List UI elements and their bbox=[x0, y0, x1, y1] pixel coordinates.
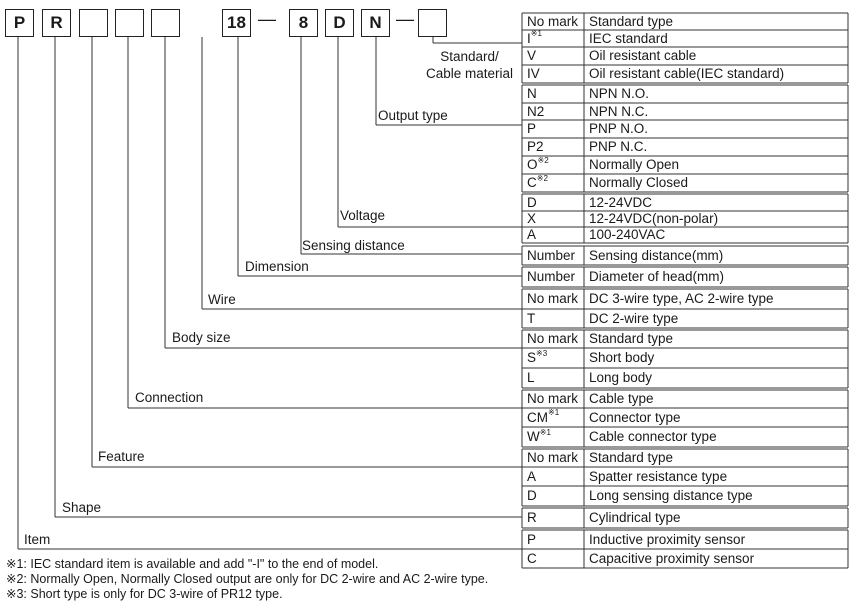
code-cell-body-3 bbox=[527, 370, 535, 386]
code-text: O bbox=[527, 157, 538, 172]
desc-cell-body-1: Standard type bbox=[589, 331, 674, 346]
desc-cell-output-1: NPN N.O. bbox=[589, 86, 650, 101]
code-cell-connection-2 bbox=[527, 410, 559, 426]
footnote-mark: ※2 bbox=[537, 155, 549, 165]
code-dash-1: — bbox=[258, 9, 276, 29]
code-text: Number bbox=[527, 269, 576, 284]
code-cell-connection-1 bbox=[527, 391, 578, 407]
code-text: N bbox=[527, 86, 537, 101]
desc-cell-dimension-1: Diameter of head(mm) bbox=[589, 269, 725, 284]
code-cell-item-2 bbox=[527, 551, 537, 567]
desc-cell-standard-4: Oil resistant cable(IEC standard) bbox=[589, 66, 785, 81]
code-text: A bbox=[527, 227, 537, 242]
desc-cell-voltage-3: 100-240VAC bbox=[589, 227, 666, 242]
code-box-4 bbox=[115, 9, 144, 37]
desc-cell-wire-1: DC 3-wire type, AC 2-wire type bbox=[589, 291, 774, 306]
desc-cell-standard-3: Oil resistant cable bbox=[589, 48, 697, 63]
code-box-10 bbox=[418, 9, 447, 37]
footnote-2: ※2: Normally Open, Normally Closed output are only for DC 2-wire and AC 2-wire type. bbox=[6, 572, 489, 586]
desc-cell-body-2: Short body bbox=[589, 350, 655, 365]
desc-cell-connection-3: Cable connector type bbox=[589, 429, 717, 444]
code-text: P2 bbox=[527, 139, 544, 154]
code-text: S bbox=[527, 350, 537, 365]
code-cell-standard-2 bbox=[527, 31, 542, 47]
code-text: No mark bbox=[527, 291, 579, 306]
footnote-mark: ※2 bbox=[536, 173, 548, 183]
code-cell-voltage-2 bbox=[527, 211, 536, 227]
code-text: R bbox=[527, 510, 537, 525]
desc-cell-output-4: PNP N.C. bbox=[589, 139, 648, 154]
code-text: V bbox=[527, 48, 537, 63]
code-cell-output-6 bbox=[527, 175, 548, 191]
desc-cell-voltage-2: 12-24VDC(non-polar) bbox=[589, 211, 719, 226]
code-box-3 bbox=[79, 9, 108, 37]
code-cell-feature-3 bbox=[527, 488, 537, 504]
footnote-mark: ※3 bbox=[536, 348, 548, 358]
code-text: CM bbox=[527, 409, 548, 425]
desc-cell-output-2: NPN N.C. bbox=[589, 103, 649, 119]
code-cell-output-5 bbox=[527, 157, 549, 173]
code-cell-output-1 bbox=[527, 86, 537, 102]
desc-cell-connection-2: Connector type bbox=[589, 409, 681, 425]
desc-cell-output-3: PNP N.O. bbox=[589, 121, 649, 136]
code-cell-dimension-1 bbox=[527, 269, 575, 285]
code-cell-output-4 bbox=[527, 139, 544, 155]
code-cell-connection-3 bbox=[527, 429, 551, 445]
desc-cell-feature-3: Long sensing distance type bbox=[589, 488, 753, 503]
code-text: X bbox=[527, 211, 537, 226]
code-box-8: D bbox=[325, 9, 354, 37]
code-box-2: R bbox=[42, 9, 71, 37]
code-text: A bbox=[527, 468, 537, 484]
desc-cell-body-3: Long body bbox=[589, 370, 653, 385]
group-label-sensing: Sensing distance bbox=[302, 238, 405, 253]
code-box-9: N bbox=[361, 9, 390, 37]
desc-cell-item-1: Inductive proximity sensor bbox=[589, 531, 746, 547]
desc-cell-feature-2: Spatter resistance type bbox=[589, 468, 728, 484]
desc-cell-connection-1: Cable type bbox=[589, 391, 654, 406]
footnote-mark: ※1 bbox=[548, 408, 560, 417]
code-box-6: 18 bbox=[222, 9, 251, 37]
code-cell-shape-1 bbox=[527, 510, 537, 526]
code-cell-body-1 bbox=[527, 331, 578, 347]
group-label-dimension: Dimension bbox=[245, 259, 309, 274]
code-text: C bbox=[527, 175, 537, 190]
code-cell-feature-1 bbox=[527, 450, 578, 466]
code-cell-voltage-3 bbox=[527, 227, 536, 243]
code-box-5 bbox=[151, 9, 180, 37]
code-text: P bbox=[527, 531, 537, 547]
code-text: Number bbox=[527, 247, 576, 263]
code-cell-wire-1 bbox=[527, 291, 578, 307]
code-cell-standard-1 bbox=[527, 14, 578, 30]
code-text: No mark bbox=[527, 450, 579, 465]
code-text: D bbox=[527, 488, 537, 503]
code-cell-output-2 bbox=[527, 104, 544, 120]
footnote-mark: ※1 bbox=[530, 29, 542, 38]
desc-cell-sensing-1: Sensing distance(mm) bbox=[589, 247, 724, 263]
group-label-feature: Feature bbox=[98, 449, 145, 464]
code-text: No mark bbox=[527, 391, 579, 406]
desc-cell-standard-1: Standard type bbox=[589, 13, 674, 29]
footnote-mark: ※1 bbox=[539, 427, 551, 437]
desc-cell-output-5: Normally Open bbox=[589, 157, 680, 172]
code-cell-wire-2 bbox=[527, 311, 535, 327]
code-box-7: 8 bbox=[289, 9, 318, 37]
desc-cell-wire-2: DC 2-wire type bbox=[589, 310, 679, 326]
code-cell-sensing-1 bbox=[527, 248, 575, 264]
group-label-shape: Shape bbox=[62, 500, 102, 515]
desc-cell-item-2: Capacitive proximity sensor bbox=[589, 550, 755, 566]
code-text: T bbox=[527, 310, 536, 326]
group-label-body: Body size bbox=[172, 330, 231, 345]
code-cell-standard-4 bbox=[527, 66, 540, 82]
footnote-1: ※1: IEC standard item is available and add "-I" to the end of model. bbox=[6, 557, 379, 571]
desc-cell-feature-1: Standard type bbox=[589, 450, 674, 465]
code-text: No mark bbox=[527, 331, 579, 346]
code-cell-voltage-1 bbox=[527, 195, 537, 211]
desc-cell-voltage-1: 12-24VDC bbox=[589, 194, 653, 210]
code-text: IV bbox=[527, 66, 540, 81]
code-text: P bbox=[527, 121, 537, 136]
code-text: L bbox=[527, 370, 535, 385]
desc-cell-standard-2: IEC standard bbox=[589, 30, 668, 46]
code-text: No mark bbox=[527, 13, 579, 29]
group-label-item: Item bbox=[24, 532, 51, 547]
group-label-standard: Standard/ Cable material bbox=[426, 49, 514, 81]
code-cell-item-1 bbox=[527, 532, 536, 548]
desc-cell-output-6: Normally Closed bbox=[589, 175, 689, 190]
code-box-1: P bbox=[5, 9, 34, 37]
desc-cell-shape-1: Cylindrical type bbox=[589, 510, 681, 525]
group-label-voltage: Voltage bbox=[340, 208, 386, 223]
code-cell-feature-2 bbox=[527, 469, 536, 485]
footnote-3: ※3: Short type is only for DC 3-wire of PR12 type. bbox=[6, 587, 283, 601]
code-text: C bbox=[527, 550, 537, 566]
code-cell-standard-3 bbox=[527, 48, 536, 64]
code-text: N2 bbox=[527, 103, 545, 119]
code-text: W bbox=[527, 429, 540, 444]
group-label-connection: Connection bbox=[135, 390, 204, 405]
code-text: D bbox=[527, 194, 537, 210]
code-cell-output-3 bbox=[527, 121, 536, 137]
code-cell-body-2 bbox=[527, 350, 547, 366]
code-text: I bbox=[527, 30, 531, 46]
code-dash-2: — bbox=[396, 9, 414, 29]
group-label-output: Output type bbox=[378, 108, 448, 123]
group-label-wire: Wire bbox=[208, 292, 236, 307]
